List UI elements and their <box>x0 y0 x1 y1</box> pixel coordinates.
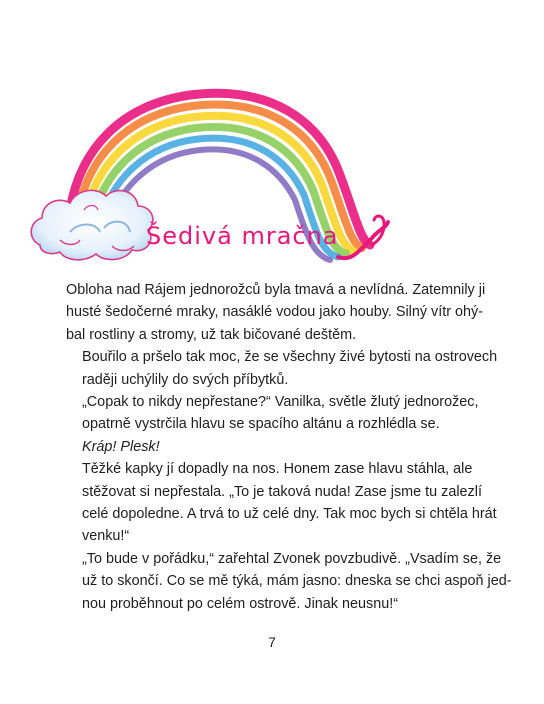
text-line: stěžovat si nepřestala. „To je taková nuda! Zase jsme tu zalezlí <box>82 483 482 500</box>
text-line: „To bude v pořádku,“ zařehtal Zvonek povzbudivě. „Vsadím se, že <box>82 550 502 567</box>
chapter-body <box>66 279 512 615</box>
text-line: Bouřilo a pršelo tak moc, že se všechny živé bytosti na ostrovech <box>82 349 498 366</box>
text-line: opatrně vystrčila hlavu se spacího altánu a rozhlédla se. <box>82 416 440 433</box>
text-line: „Copak to nikdy nepřestane?“ Vanilka, světle žlutý jednorožec, <box>82 394 479 411</box>
text-line: Těžké kapky jí dopadly na nos. Honem zase hlavu stáhla, ale <box>82 461 473 478</box>
chapter-title: Šedivá mračna <box>146 222 339 250</box>
text-line: venku!“ <box>82 528 130 545</box>
text-line: Kráp! Plesk! <box>82 438 160 455</box>
page-number: 7 <box>268 634 276 650</box>
text-line: raději uchýlily do svých příbytků. <box>82 371 289 388</box>
text-line: celé dopoledne. A trvá to už celé dny. Tak moc bych si chtěla hrát <box>82 506 497 523</box>
paragraph <box>66 279 486 346</box>
paragraph <box>66 391 481 436</box>
text-line: husté šedočerné mraky, nasáklé vodou jako houby. Silný vítr ohý- <box>66 304 484 321</box>
text-line: nou proběhnout po celém ostrově. Jinak neusnu!“ <box>82 595 398 612</box>
text-line: bal rostliny a stromy, už tak bičované deštěm. <box>66 326 357 343</box>
paragraph <box>66 548 512 615</box>
paragraph <box>66 346 498 391</box>
text-line: Obloha nad Rájem jednorožců byla tmavá a nevlídná. Zatemnily ji <box>66 282 486 298</box>
paragraph <box>66 458 497 548</box>
text-line: už to skončí. Co se mě týká, mám jasno: dneska se chci aspoň jed- <box>82 573 512 590</box>
paragraph-sound-effect <box>66 436 481 458</box>
cloud-icon <box>31 190 153 259</box>
